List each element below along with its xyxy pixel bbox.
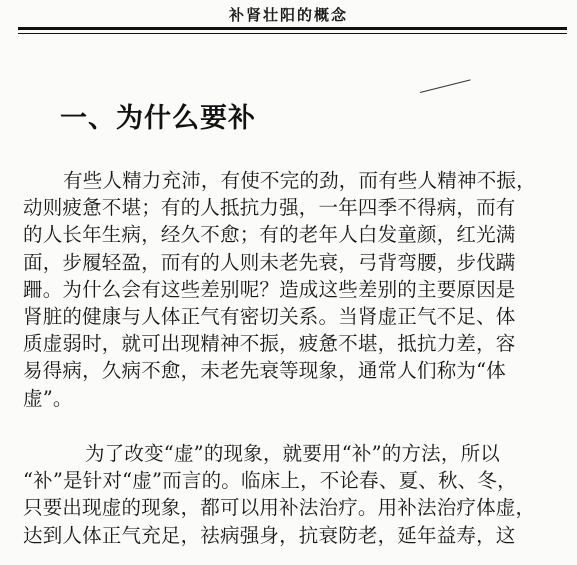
paragraph-line: 动则疲惫不堪；有的人抵抗力强，一年四季不得病，而有: [23, 196, 516, 220]
paragraph-line: 有些人精力充沛，有使不完的劲，而有些人精神不振，: [63, 169, 536, 192]
paragraph-line: “补”是针对“虚”而言的。临床上，不论春、夏、秋、冬，: [23, 469, 517, 493]
paragraph-line: 的人长年生病，经久不愈；有的老年人白发童颜，红光满: [23, 223, 516, 247]
paragraph-line: 面，步履轻盈，而有的人则未老先衰，弓背弯腰，步伐蹒: [23, 250, 516, 274]
paragraph-1: [23, 167, 553, 412]
stray-pen-mark: [420, 79, 471, 93]
paragraph-line: 易得病，久病不愈，未老先衰等现象，通常人们称为“体: [23, 359, 506, 383]
header-rule-thick: [18, 27, 567, 30]
paragraph-line: 质虚弱时，就可出现精神不振，疲惫不堪，抵抗力差，容: [23, 332, 516, 356]
paragraph-line: 只要出现虚的现象，都可以用补法治疗。用补法治疗体虚，: [23, 496, 536, 520]
paragraph-line: 达到人体正气充足，祛病强身，抗衰防老，延年益寿，这: [23, 523, 516, 547]
paragraph-line: 为了改变“虚”的现象，就要用“补”的方法，所以: [85, 442, 500, 465]
paragraph-2: [23, 440, 553, 549]
paragraph-line: 跚。为什么会有这些差别呢？造成这些差别的主要原因是: [23, 277, 516, 301]
running-header: 补肾壮阳的概念: [228, 6, 348, 24]
paragraph-line: 虚”。: [23, 386, 73, 410]
paragraph-line: 肾脏的健康与人体正气有密切关系。当肾虚正气不足、体: [23, 305, 516, 329]
header-rule-thin: [18, 33, 567, 34]
section-title: 一、为什么要补: [60, 103, 256, 134]
